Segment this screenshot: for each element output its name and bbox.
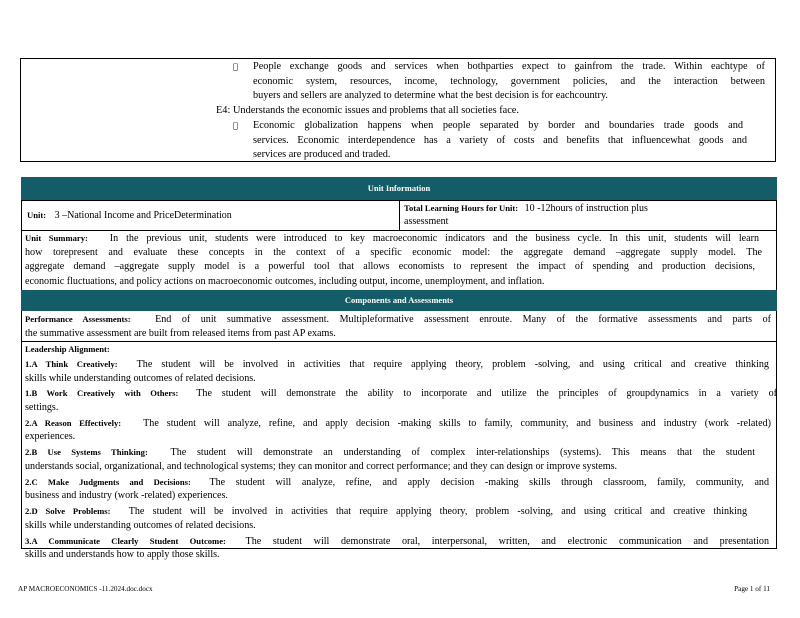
summary-line1: Unit Summary: In the previous unit, students were introduced to key macroeconomic indicators and the business cycle. In this unit, students will learn: [25, 233, 759, 244]
item-1b-line1: 1.B Work Creatively with Others: The student will demonstrate the ability to incorporate and utilize the principles of groupdynamics in a variety of: [25, 388, 777, 399]
hours-value-cont: assessment: [404, 216, 449, 227]
bullet2-line2: services. Economic interdependence has a variety of costs and benefits that influencewhat goods and: [253, 134, 747, 146]
bullet2-line1: Economic globalization happens when people separated by border and boundaries trade goods and: [253, 120, 743, 131]
total-hours: Total Learning Hours for Unit: 10 -12hours of instruction plus: [404, 203, 648, 214]
item-1b-line2: settings.: [25, 401, 59, 413]
unit-label: Unit: 3 –National Income and PriceDetermination: [27, 210, 232, 221]
summary-line2: how torepresent and evaluate these concepts in the context of a specific economic model: the aggregate demand –aggregate supply model. The: [25, 246, 762, 258]
e4-text: Understands the economic issues and problems that all societies face.: [233, 105, 519, 116]
bullet1-line3: buyers and sellers are analyzed to determine what the best decision is for eachcountry.: [253, 90, 609, 101]
performance-line2: the summative assessment are built from released items from past AP exams.: [25, 327, 336, 339]
item-3a-line1: 3.A Communicate Clearly Student Outcome: The student will demonstrate oral, interpersonal, written, and electronic communication and presentation: [25, 535, 769, 547]
leadership-alignment-label: Leadership Alignment:: [25, 344, 110, 354]
item-2a-line2: experiences.: [25, 431, 76, 442]
summary-line4: economic fluctuations, and policy actions on macroeconomic outcomes, including output, income, unemployment, and inflation.: [25, 275, 545, 287]
bullet2-line3: services are produced and traded.: [253, 149, 391, 160]
summary-line3: aggregate demand –aggregate supply model is a powerful tool that allows economists to represent the impact of spending and production decisions,: [25, 261, 755, 272]
item-2d-line2: skills while understanding outcomes of related decisions.: [25, 519, 256, 531]
divider: [21, 341, 777, 342]
e4-label: E4:: [216, 105, 231, 116]
item-2c-line1: 2.C Make Judgments and Decisions: The student will analyze, refine, and apply decision -making skills through classroom, family, community, and: [25, 476, 770, 488]
bullet-icon: [233, 121, 238, 130]
item-3a-line2: skills and understands how to apply those skills.: [25, 549, 220, 560]
item-2d-line1: 2.D Solve Problems: The student will be involved in activities that require applying theory, problem -solving, and using critical and creative thinking: [25, 506, 747, 517]
unit-information-header: Unit Information: [21, 177, 777, 200]
item-2b-line1: 2.B Use Systems Thinking: The student will demonstrate an understanding of complex inter-relationships (systems). This means that the student: [25, 447, 756, 458]
hours-value: 10 -12hours of instruction plus: [524, 203, 648, 214]
item-2b-line2: understands social, organizational, and technological systems; they can monitor and correct performance; and they can design or improve systems.: [25, 460, 618, 472]
performance-line1: Performance Assessments: End of unit summative assessment. Multipleformative assessment enroute. Many of the formative assessments and parts of: [25, 314, 772, 325]
item-1a-line2: skills while understanding outcomes of related decisions.: [25, 372, 256, 384]
unit-value: 3 –National Income and PriceDetermination: [54, 210, 232, 221]
divider: [399, 200, 400, 230]
footer-filename: AP MACROECONOMICS -11.2024.doc.docx: [18, 585, 153, 593]
item-2a-line1: 2.A Reason Effectively: The student will analyze, refine, and apply decision -making skills to family, community, and business and industry (work -related): [25, 417, 771, 429]
components-assessments-header: Components and Assessments: [21, 290, 777, 311]
item-1a-line1: 1.A Think Creatively: The student will be involved in activities that require applying theory, problem -solving, and using critical and creative thinking: [25, 359, 769, 370]
item-2c-line2: business and industry (work -related) experiences.: [25, 490, 228, 501]
bullet1-line2: economic system, resources, income, technology, government policies, and the interaction between: [253, 75, 765, 87]
footer-page-number: Page 1 of 11: [734, 585, 770, 593]
bullet-icon: [233, 62, 238, 71]
bullet1-line1: People exchange goods and services when bothparties expect to gainfrom the trade. Within eachtype of: [253, 61, 765, 72]
